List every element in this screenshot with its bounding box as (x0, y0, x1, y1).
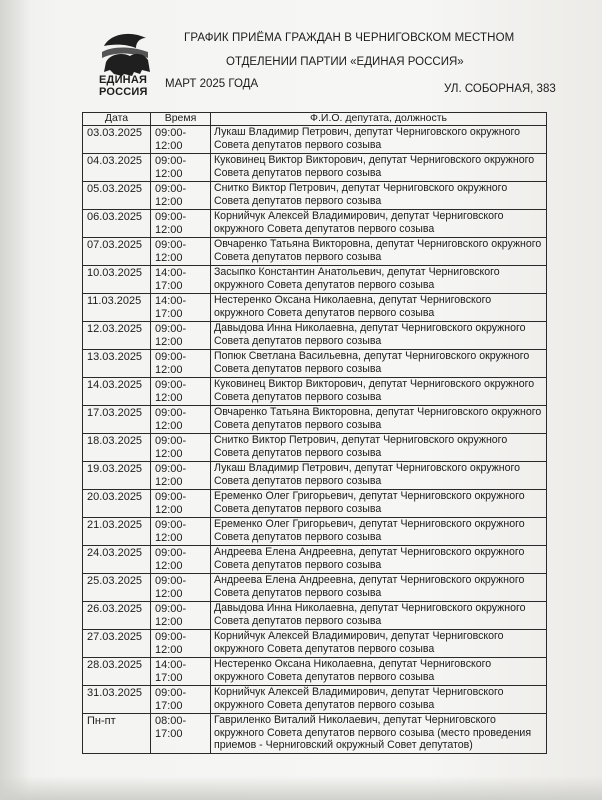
deputy-line-1: Давыдова Инна Николаевна, депутат Черниговского окружного (214, 322, 526, 334)
table-row (83, 350, 547, 378)
row-deputy (211, 602, 547, 630)
row-date: Пн-пт (83, 714, 151, 754)
row-date: 18.03.2025 (83, 434, 151, 462)
row-date: 24.03.2025 (83, 546, 151, 574)
table-row (83, 266, 547, 294)
deputy-line-1: Корнийчук Алексей Владимирович, депутат Черниговского (214, 630, 504, 642)
deputy-line-2: Совета депутатов первого созыва (214, 362, 382, 375)
deputy-line-1: Гавриленко Виталий Николаевич, депутат Черниговского (214, 714, 496, 726)
row-date: 27.03.2025 (83, 630, 151, 658)
row-date: 12.03.2025 (83, 322, 151, 350)
deputy-line-1: Давыдова Инна Николаевна, депутат Черниговского окружного (214, 602, 526, 614)
deputy-line-1: Лукаш Владимир Петрович, депутат Черниговского окружного (214, 462, 520, 474)
row-time: 14:00-17:00 (151, 266, 211, 294)
table-row (83, 602, 547, 630)
row-deputy (211, 490, 547, 518)
deputy-line-2: окружного Совета депутатов первого созыва (214, 642, 435, 655)
deputy-line-1: Корнийчук Алексей Владимирович, депутат Черниговского (214, 210, 504, 222)
row-time: 14:00-17:00 (151, 658, 211, 686)
deputy-line-2: окружного Совета депутатов первого созыва (214, 222, 435, 235)
deputy-line-1: Куковинец Виктор Викторович, депутат Черниговского окружного (214, 154, 535, 166)
row-time: 09:00-12:00 (151, 182, 211, 210)
deputy-line-1: Андреева Елена Андреевна, депутат Черниговского окружного (214, 574, 525, 586)
row-time: 09:00-12:00 (151, 546, 211, 574)
table-row (83, 378, 547, 406)
deputy-line-2: Совета депутатов первого созыва (214, 250, 382, 263)
row-time: 09:00-12:00 (151, 378, 211, 406)
row-deputy (211, 182, 547, 210)
deputy-line-2: окружного Совета депутатов первого созыва (214, 306, 435, 319)
row-time: 09:00-12:00 (151, 630, 211, 658)
deputy-line-2: Совета депутатов первого созыва (214, 530, 382, 543)
deputy-line-2: окружного Совета депутатов первого созыва (214, 278, 435, 291)
deputy-line-1: Снитко Виктор Петрович, депутат Черниговского окружного (214, 182, 508, 194)
document-title-line-2: ОТДЕЛЕНИИ ПАРТИИ «ЕДИНАЯ РОССИЯ» (226, 56, 464, 68)
row-date: 11.03.2025 (83, 294, 151, 322)
table-row (83, 658, 547, 686)
row-time: 09:00-12:00 (151, 602, 211, 630)
row-deputy (211, 266, 547, 294)
address-label: УЛ. СОБОРНАЯ, 383 (444, 83, 556, 95)
row-date: 28.03.2025 (83, 658, 151, 686)
row-time: 09:00-12:00 (151, 462, 211, 490)
table-header-row (83, 113, 547, 126)
column-header-time: Время (151, 113, 211, 126)
row-deputy (211, 126, 547, 154)
row-date: 13.03.2025 (83, 350, 151, 378)
deputy-line-2: окружного Совета депутатов первого созыва (214, 670, 435, 683)
row-deputy (211, 546, 547, 574)
photo-bottom-shadow (0, 776, 602, 800)
deputy-line-1: Андреева Елена Андреевна, депутат Черниговского окружного (214, 546, 525, 558)
row-time: 09:00-12:00 (151, 574, 211, 602)
column-header-date: Дата (83, 113, 151, 126)
deputy-line-2: окружного Совета депутатов первого созыва (место проведения (214, 726, 532, 739)
row-deputy (211, 714, 547, 754)
row-date: 26.03.2025 (83, 602, 151, 630)
logo-wordmark (99, 74, 169, 98)
row-time: 08:00-17:00 (151, 714, 211, 754)
table-row (83, 518, 547, 546)
row-time: 09:00-12:00 (151, 154, 211, 182)
row-time: 09:00-17:00 (151, 686, 211, 714)
row-deputy (211, 154, 547, 182)
table-row (83, 686, 547, 714)
document-title-line-1: ГРАФИК ПРИЁМА ГРАЖДАН В ЧЕРНИГОВСКОМ МЕСТНОМ (184, 32, 515, 44)
row-date: 20.03.2025 (83, 490, 151, 518)
row-time: 09:00-12:00 (151, 406, 211, 434)
table-row (83, 210, 547, 238)
row-deputy (211, 238, 547, 266)
row-deputy (211, 322, 547, 350)
deputy-line-1: Еременко Олег Григорьевич, депутат Черниговского окружного (214, 490, 525, 502)
deputy-line-3: приемов - Черниговский окружный Совет депутатов) (214, 739, 473, 751)
row-deputy (211, 378, 547, 406)
table-row (83, 574, 547, 602)
row-date: 05.03.2025 (83, 182, 151, 210)
logo-line-2: РОССИЯ (99, 86, 148, 98)
row-date: 04.03.2025 (83, 154, 151, 182)
deputy-line-1: Овчаренко Татьяна Викторовна, депутат Черниговского окружного (214, 238, 542, 250)
deputy-line-2: Совета депутатов первого созыва (214, 614, 382, 627)
row-time: 09:00-12:00 (151, 322, 211, 350)
row-deputy (211, 434, 547, 462)
row-time: 09:00-12:00 (151, 490, 211, 518)
table-row-weekdays (83, 714, 547, 754)
row-date: 07.03.2025 (83, 238, 151, 266)
table-row (83, 182, 547, 210)
row-deputy (211, 630, 547, 658)
row-deputy (211, 406, 547, 434)
row-deputy (211, 574, 547, 602)
column-header-deputy: Ф.И.О. депутата, должность (211, 113, 547, 126)
row-deputy (211, 518, 547, 546)
table-row (83, 238, 547, 266)
deputy-line-2: Совета депутатов первого созыва (214, 418, 382, 431)
row-time: 14:00-17:00 (151, 294, 211, 322)
row-date: 10.03.2025 (83, 266, 151, 294)
row-time: 09:00-12:00 (151, 126, 211, 154)
row-deputy (211, 658, 547, 686)
row-deputy (211, 210, 547, 238)
schedule-table (82, 112, 547, 754)
deputy-line-1: Попюк Светлана Васильевна, депутат Черниговского окружного (214, 350, 530, 362)
deputy-line-1: Лукаш Владимир Петрович, депутат Черниговского окружного (214, 126, 520, 138)
row-date: 17.03.2025 (83, 406, 151, 434)
deputy-line-1: Нестеренко Оксана Николаевна, депутат Черниговского (214, 294, 492, 306)
row-deputy (211, 294, 547, 322)
deputy-line-2: Совета депутатов первого созыва (214, 558, 382, 571)
row-time: 09:00-12:00 (151, 238, 211, 266)
row-date: 14.03.2025 (83, 378, 151, 406)
deputy-line-2: Совета депутатов первого созыва (214, 586, 382, 599)
deputy-line-2: Совета депутатов первого созыва (214, 502, 382, 515)
deputy-line-2: Совета депутатов первого созыва (214, 194, 382, 207)
table-row (83, 546, 547, 574)
deputy-line-1: Куковинец Виктор Викторович, депутат Черниговского окружного (214, 378, 535, 390)
table-row (83, 154, 547, 182)
row-time: 09:00-12:00 (151, 350, 211, 378)
deputy-line-2: окружного Совета депутатов первого созыва (214, 698, 435, 711)
logo-line-1: ЕДИНАЯ (99, 74, 148, 86)
table-row (83, 434, 547, 462)
deputy-line-1: Еременко Олег Григорьевич, депутат Черниговского окружного (214, 518, 525, 530)
row-time: 09:00-12:00 (151, 210, 211, 238)
deputy-line-2: Совета депутатов первого созыва (214, 390, 382, 403)
row-date: 19.03.2025 (83, 462, 151, 490)
row-time: 09:00-12:00 (151, 518, 211, 546)
page-edge-shadow (0, 0, 30, 800)
table-row (83, 490, 547, 518)
table-row (83, 630, 547, 658)
row-date: 03.03.2025 (83, 126, 151, 154)
deputy-line-1: Овчаренко Татьяна Викторовна, депутат Черниговского окружного (214, 406, 542, 418)
table-row (83, 126, 547, 154)
deputy-line-1: Нестеренко Оксана Николаевна, депутат Черниговского (214, 658, 492, 670)
deputy-line-1: Засыпко Константин Анатольевич, депутат Черниговского (214, 266, 500, 278)
month-label: МАРТ 2025 ГОДА (165, 78, 259, 90)
deputy-line-2: Совета депутатов первого созыва (214, 138, 382, 151)
deputy-line-2: Совета депутатов первого созыва (214, 334, 382, 347)
row-date: 25.03.2025 (83, 574, 151, 602)
table-row (83, 322, 547, 350)
row-time: 09:00-12:00 (151, 434, 211, 462)
row-deputy (211, 462, 547, 490)
table-row (83, 462, 547, 490)
deputy-line-2: Совета депутатов первого созыва (214, 474, 382, 487)
deputy-line-2: Совета депутатов первого созыва (214, 166, 382, 179)
row-deputy (211, 350, 547, 378)
row-date: 21.03.2025 (83, 518, 151, 546)
row-deputy (211, 686, 547, 714)
table-row (83, 406, 547, 434)
deputy-line-2: Совета депутатов первого созыва (214, 446, 382, 459)
row-date: 31.03.2025 (83, 686, 151, 714)
deputy-line-1: Корнийчук Алексей Владимирович, депутат Черниговского (214, 686, 504, 698)
table-row (83, 294, 547, 322)
deputy-line-1: Снитко Виктор Петрович, депутат Черниговского окружного (214, 434, 508, 446)
row-date: 06.03.2025 (83, 210, 151, 238)
